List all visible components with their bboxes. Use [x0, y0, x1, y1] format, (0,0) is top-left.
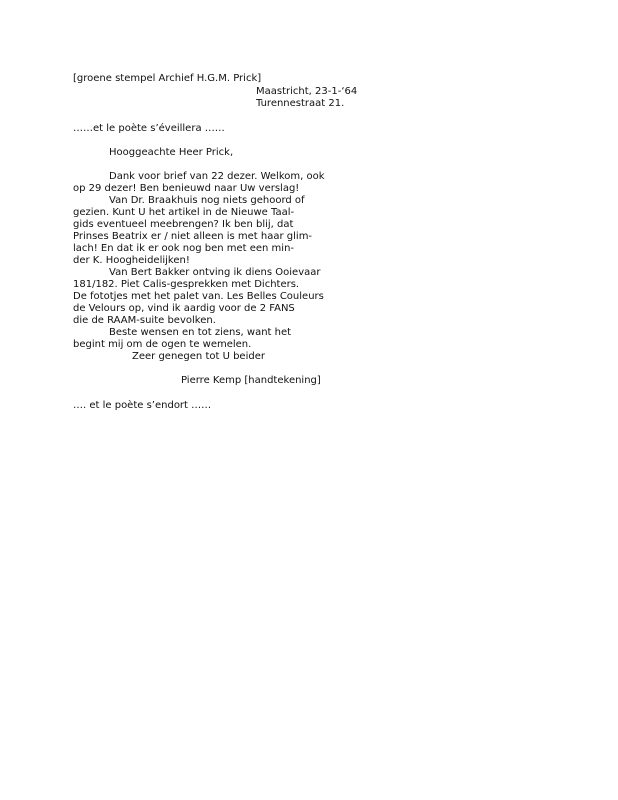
body-line: Van Dr. Braakhuis nog niets gehoord of — [109, 195, 305, 206]
closing-phrase: Zeer genegen tot U beider — [132, 351, 265, 362]
body-line: begint mij om de ogen te wemelen. — [73, 339, 252, 350]
body-line: gids eventueel meebrengen? Ik ben blij, dat — [73, 219, 294, 230]
opening-line: ……et le poète s’éveillera …… — [73, 123, 225, 134]
signature: Pierre Kemp [handtekening] — [181, 375, 321, 386]
body-line: Dank voor brief van 22 dezer. Welkom, ook — [109, 171, 325, 182]
body-line: Beste wensen en tot ziens, want het — [109, 327, 292, 338]
closing-line: …. et le poète s’endort …… — [73, 400, 212, 411]
body-line: de Velours op, vind ik aardig voor de 2 FANS — [73, 303, 295, 314]
body-line: Van Bert Bakker ontving ik diens Ooievaar — [109, 267, 321, 278]
body-line: der K. Hoogheidelijken! — [73, 255, 190, 266]
body-line: op 29 dezer! Ben benieuwd naar Uw verslag! — [73, 183, 300, 194]
body-line: Prinses Beatrix er / niet alleen is met haar glim- — [73, 231, 313, 242]
sender-address: Turennestraat 21. — [256, 98, 345, 109]
body-line: die de RAAM-suite bevolken. — [73, 315, 216, 326]
body-line: 181/182. Piet Calis-gesprekken met Dichters. — [73, 279, 300, 290]
archive-stamp-note: [groene stempel Archief H.G.M. Prick] — [73, 73, 262, 84]
body-line: De fototjes met het palet van. Les Belles Couleurs — [73, 291, 324, 302]
salutation: Hooggeachte Heer Prick, — [109, 147, 234, 158]
body-line: lach! En dat ik er ook nog ben met een min- — [73, 243, 295, 254]
body-line: gezien. Kunt U het artikel in de Nieuwe Taal- — [73, 207, 295, 218]
place-date: Maastricht, 23-1-‘64 — [256, 86, 358, 97]
